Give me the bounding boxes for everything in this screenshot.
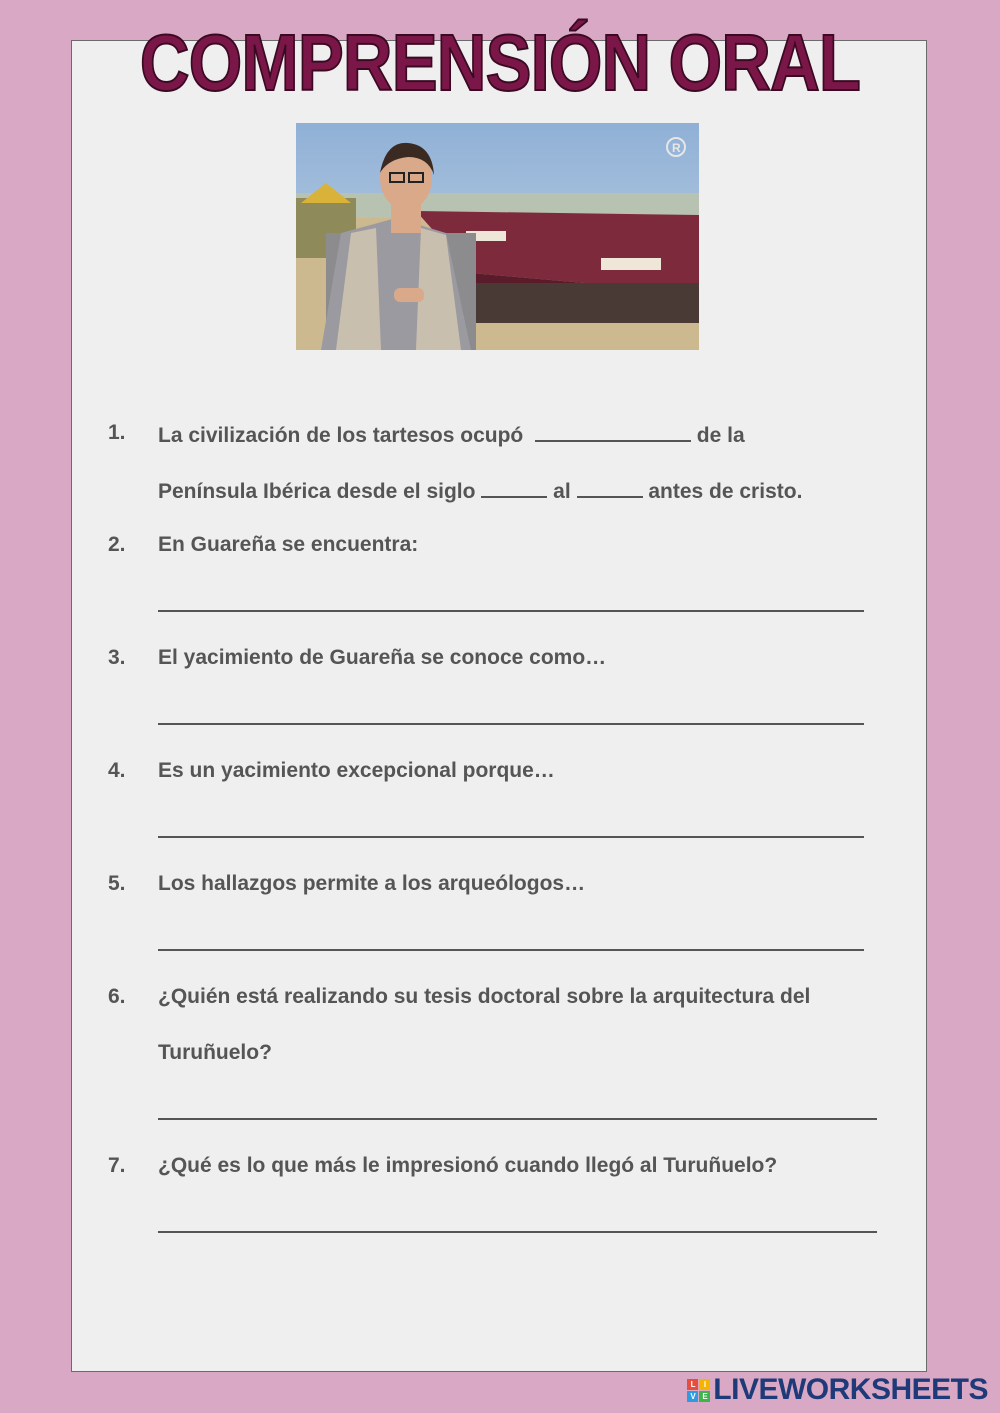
liveworksheets-logo[interactable] — [687, 1373, 988, 1407]
logo-blocks-icon — [687, 1379, 710, 1402]
page-title: COMPRENSIÓN ORAL — [139, 18, 861, 107]
question-text-al: al — [553, 480, 571, 503]
answer-blank-century-from[interactable] — [481, 476, 547, 498]
answer-line-4[interactable] — [158, 836, 864, 838]
answer-line-3[interactable] — [158, 723, 864, 725]
question-text: Los hallazgos permite a los arqueólogos… — [158, 872, 586, 895]
logo-block: L — [687, 1379, 698, 1390]
photo-watermark: R — [672, 141, 681, 155]
question-text-line2: Turuñuelo? — [158, 1041, 272, 1064]
question-text: Es un yacimiento excepcional porque… — [158, 759, 555, 782]
question-number: 7. — [108, 1154, 126, 1177]
question-number: 4. — [108, 759, 126, 782]
answer-line-5[interactable] — [158, 949, 864, 951]
answer-line-2[interactable] — [158, 610, 864, 612]
question-number: 5. — [108, 872, 126, 895]
question-text: La civilización de los tartesos ocupó — [158, 424, 524, 447]
question-text: ¿Quién está realizando su tesis doctoral sobre la arquitectura del — [158, 985, 811, 1008]
video-thumbnail[interactable] — [296, 123, 699, 350]
question-text-end: antes de cristo. — [648, 480, 803, 503]
question-text: ¿Qué es lo que más le impresionó cuando llegó al Turuñuelo? — [158, 1154, 778, 1177]
question-number: 1. — [108, 421, 126, 444]
answer-line-7[interactable] — [158, 1231, 877, 1233]
question-number: 2. — [108, 533, 126, 556]
question-number: 6. — [108, 985, 126, 1008]
question-text-line2: Península Ibérica desde el siglo — [158, 480, 476, 503]
logo-block: E — [699, 1391, 710, 1402]
question-text-cont: de la — [696, 424, 745, 447]
logo-block: I — [699, 1379, 710, 1390]
logo-block: V — [687, 1391, 698, 1402]
question-text: En Guareña se encuentra: — [158, 533, 419, 556]
brand-name: LIVEWORKSHEETS — [713, 1373, 988, 1406]
answer-line-6[interactable] — [158, 1118, 877, 1120]
answer-blank-region[interactable] — [535, 420, 691, 442]
question-number: 3. — [108, 646, 126, 669]
question-text: El yacimiento de Guareña se conoce como… — [158, 646, 607, 669]
answer-blank-century-to[interactable] — [577, 476, 643, 498]
archaeologist-photo-icon — [296, 123, 699, 350]
